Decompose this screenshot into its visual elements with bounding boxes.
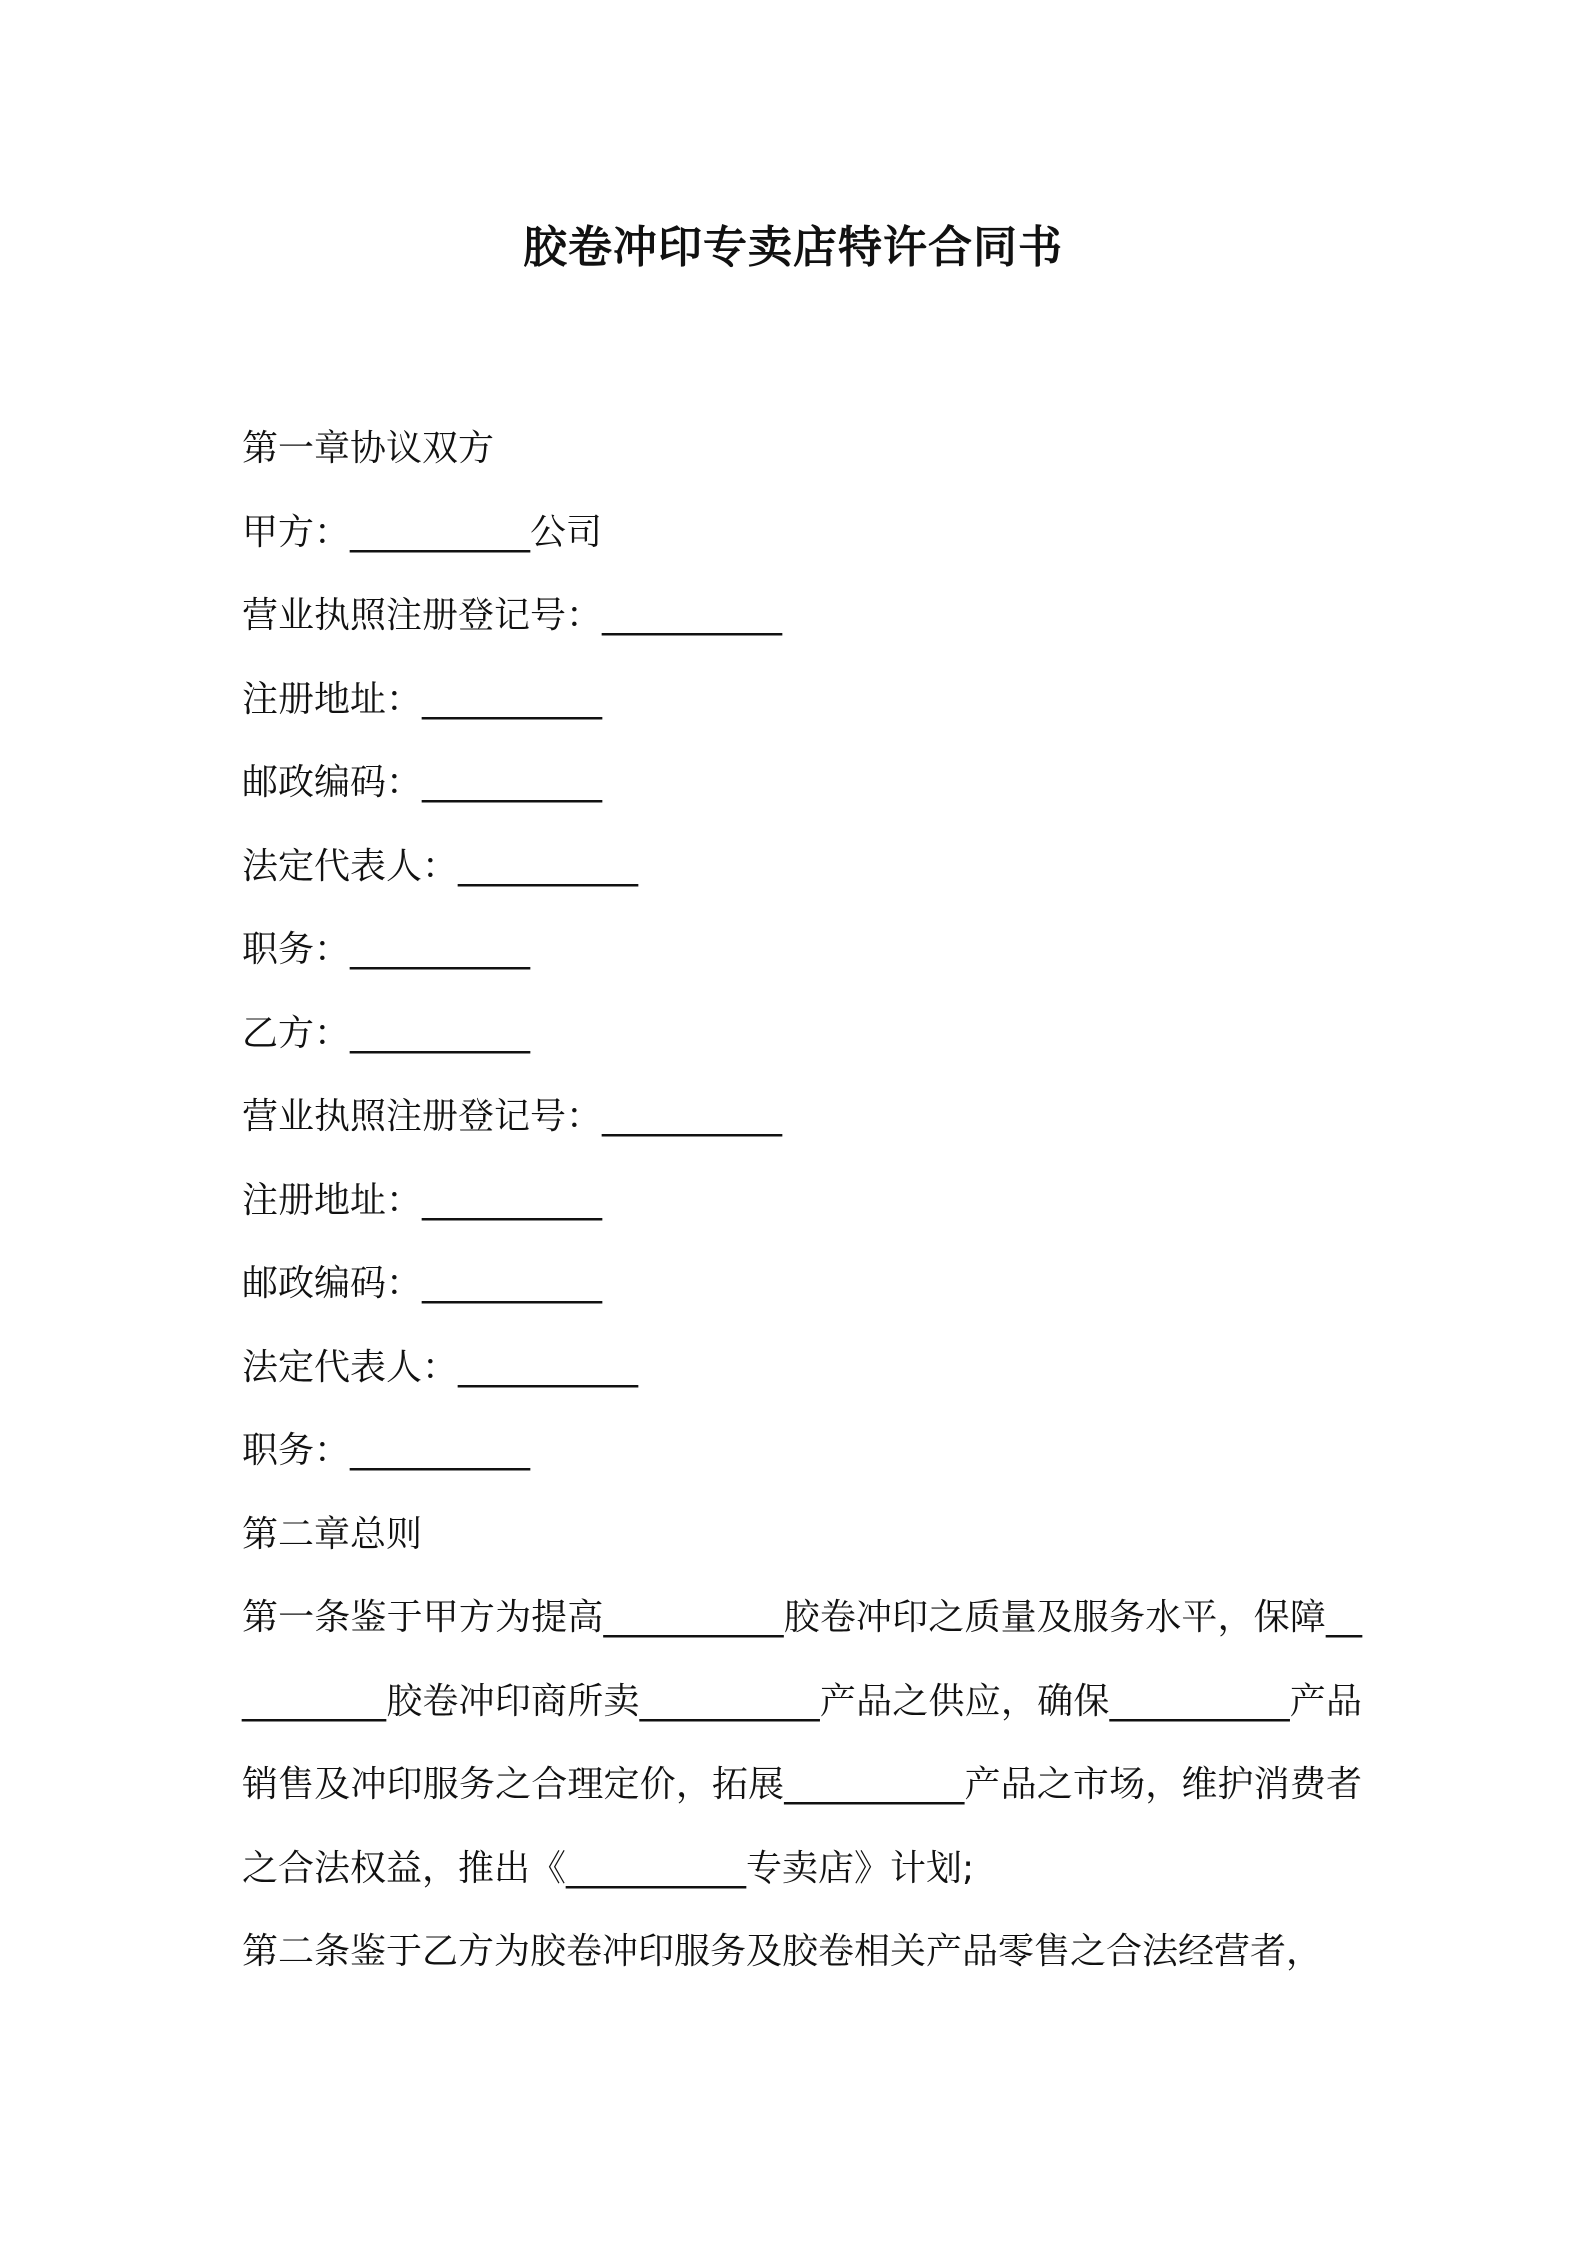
party-a-position: 职务：__________ bbox=[242, 929, 531, 970]
party-b-postcode: 邮政编码：__________ bbox=[242, 1263, 603, 1304]
party-a-address: 注册地址：__________ bbox=[242, 678, 603, 720]
party-a-legal-representative: 法定代表人：__________ bbox=[242, 845, 639, 887]
party-b-address: 注册地址：__________ bbox=[242, 1179, 603, 1221]
party-a-license-number: 营业执照注册登记号：__________ bbox=[242, 595, 783, 636]
party-b-legal-representative: 法定代表人：__________ bbox=[242, 1346, 639, 1388]
document-body bbox=[242, 407, 1362, 1994]
chapter-heading-parties: 第一章协议双方 bbox=[242, 428, 495, 469]
party-a-name: 甲方：__________公司 bbox=[242, 511, 603, 553]
party-a-postcode: 邮政编码：__________ bbox=[242, 762, 603, 803]
party-b-position: 职务：__________ bbox=[242, 1430, 531, 1471]
party-b-name: 乙方：__________ bbox=[242, 1012, 531, 1054]
document-title: 胶卷冲印专卖店特许合同书 bbox=[523, 222, 1063, 273]
article-1-paragraph: 第一条鉴于甲方为提高__________胶卷冲印之质量及服务水平，保障__________胶卷冲印商所卖__________产品之供应，确保__________产品销售及冲印服务之合理定价，拓展__________产品之市场，维护消费者之合法权益，推出《__________专卖店》计划; bbox=[242, 1597, 1362, 1889]
party-b-license-number: 营业执照注册登记号：__________ bbox=[242, 1096, 783, 1137]
article-2-paragraph: 第二条鉴于乙方为胶卷冲印服务及胶卷相关产品零售之合法经营者， bbox=[242, 1931, 1323, 1972]
chapter-heading-general: 第二章总则 bbox=[242, 1513, 423, 1555]
